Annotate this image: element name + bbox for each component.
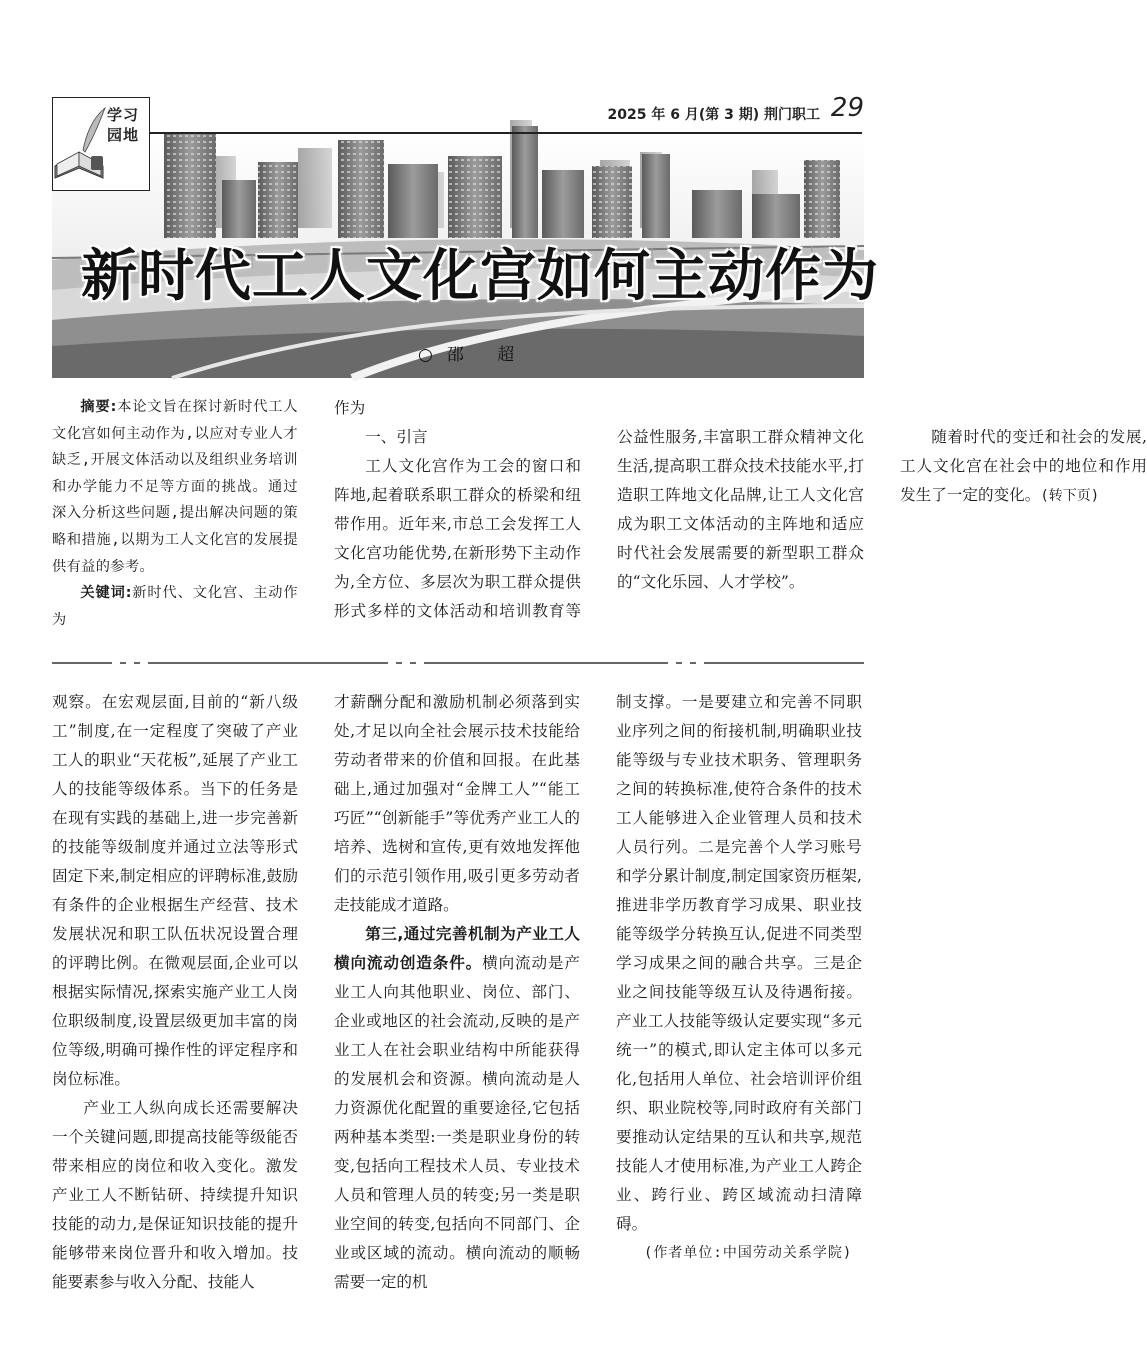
open-book-quill-icon (53, 106, 107, 186)
lower-column-2 (334, 688, 580, 1297)
intro-paragraph-1: 工人文化宫作为工会的窗口和阵地,起着联系职工群众的桥梁和纽带作用。近年来,市总工会发挥工人文化宫功能优势,在新形势下主动作为,全方位、多层次为职工群众提供形式多样的文体活动和培训教育等公益性服务,丰富职工群众精神文化生活,提高职工群众技术技能水平,打造职工阵地文化品牌,让工人文化宫成为职工文体活动的主阵地和适应时代社会发展需要的新型职工群众的“文化乐园、人才学校”。 (334, 428, 864, 620)
page-number: 29 (830, 93, 864, 123)
column-tag (52, 97, 150, 191)
lower-c1-paragraph-2: 产业工人纵向成长还需要解决一个关键问题,即提高技能等级能否带来相应的岗位和收入变化。激发产业工人不断钻研、持续提升知识技能的动力,是保证知识技能的提升能够带来岗位晋升和收入增加。技能要素参与收入分配、技能人 (52, 1099, 298, 1291)
intro-paragraph-2: 随着时代的变迁和社会的发展,工人文化宫在社会中的地位和作用发生了一定的变化。 (900, 428, 1147, 504)
abstract-column (52, 394, 298, 633)
lower-c1-paragraph-1: 观察。在宏观层面,目前的“新八级工”制度,在一定程度了突破了产业工人的职业“天花板”,延展了产业工人的技能等级体系。当下的任务是在现有实践的基础上,进一步完善新的技能等级制度并通过立法等形式固定下来,制定相应的评聘标准,鼓励有条件的企业根据生产经营、技术发展状况和职工队伍状况设置合理的评聘比例。在微观层面,企业可以根据实际情况,探索实施产业工人岗位职级制度,设置层级更加丰富的岗位等级,明确可操作性的评定程序和岗位标准。 (52, 693, 298, 1088)
intro-section (334, 423, 1147, 647)
abstract-label: 摘要: (80, 399, 117, 415)
lower-column-3 (616, 688, 862, 1268)
section-divider (52, 657, 864, 669)
abstract-text: 本论文旨在探讨新时代工人文化宫如何主动作为,以应对专业人才缺乏,开展文体活动以及组织业务培训和办学能力不足等方面的挑战。通过深入分析这些问题,提出解决问题的策略和措施,以期为工人文化宫的发展提供有益的参考。 (52, 399, 298, 575)
header-rule (150, 132, 862, 134)
intro-heading: 一、引言 (365, 428, 428, 446)
section-three-heading: 第三,通过完善机制为产业工人横向流动创造条件。 (334, 925, 580, 972)
keywords-label: 关键词: (80, 585, 132, 602)
keywords-continuation: 作为 (334, 399, 366, 417)
column-label-line1: 学习 (107, 106, 140, 124)
continued-note: (转下页) (1040, 488, 1100, 504)
lower-c2-paragraph-1: 才薪酬分配和激励机制必须落到实处,才足以向全社会展示技术技能给劳动者带来的价值和回报。在此基础上,通过加强对“金牌工人”“能工巧匠”“创新能手”等优秀产业工人的培养、选树和宣传,更有效地发挥他们的示范引领作用,吸引更多劳动者走技能成才道路。 (334, 693, 580, 914)
issue-info: 2025 年 6 月(第 3 期) 荆门职工 (607, 107, 820, 123)
lower-c2-paragraph-2: 横向流动是产业工人向其他职业、岗位、部门、企业或地区的社会流动,反映的是产业工人在社会职业结构中所能获得的发展机会和资源。横向流动是人力资源优化配置的重要途径,它包括两种基本类型:一类是职业身份的转变,包括向工程技术人员、专业技术人员和管理人员的转变;另一类是职业空间的转变,包括向不同部门、企业或区域的流动。横向流动的顺畅需要一定的机 (334, 954, 580, 1291)
author-byline: ○邵 超 (418, 345, 529, 365)
lower-c3-paragraph-1: 制支撑。一是要建立和完善不同职业序列之间的衔接机制,明确职业技能等级与专业技术职务、管理职务之间的转换标准,使符合条件的技术工人能够进入企业管理人员和技术人员行列。二是完善个人学习账号和学分累计制度,制定国家资历框架,推进非学历教育学习成果、职业技能等级学分转换互认,促进不同类型学习成果之间的融合共享。三是企业之间技能等级互认及待遇衔接。产业工人技能等级认定要实现“多元统一”的模式,即认定主体可以多元化,包括用人单位、社会培训评价组织、职业院校等,同时政府有关部门要推动认定结果的互认和共享,规范技能人才使用标准,为产业工人跨企业、跨行业、跨区域流动扫清障碍。 (616, 693, 862, 1233)
column-label-line2: 园地 (107, 126, 140, 144)
lower-column-1 (52, 688, 298, 1297)
keywords-text: 新时代、文化宫、主动作为 (52, 585, 298, 628)
article-title: 新时代工人文化宫如何主动作为 (81, 244, 879, 309)
author-affiliation: (作者单位:中国劳动关系学院) (644, 1245, 853, 1261)
